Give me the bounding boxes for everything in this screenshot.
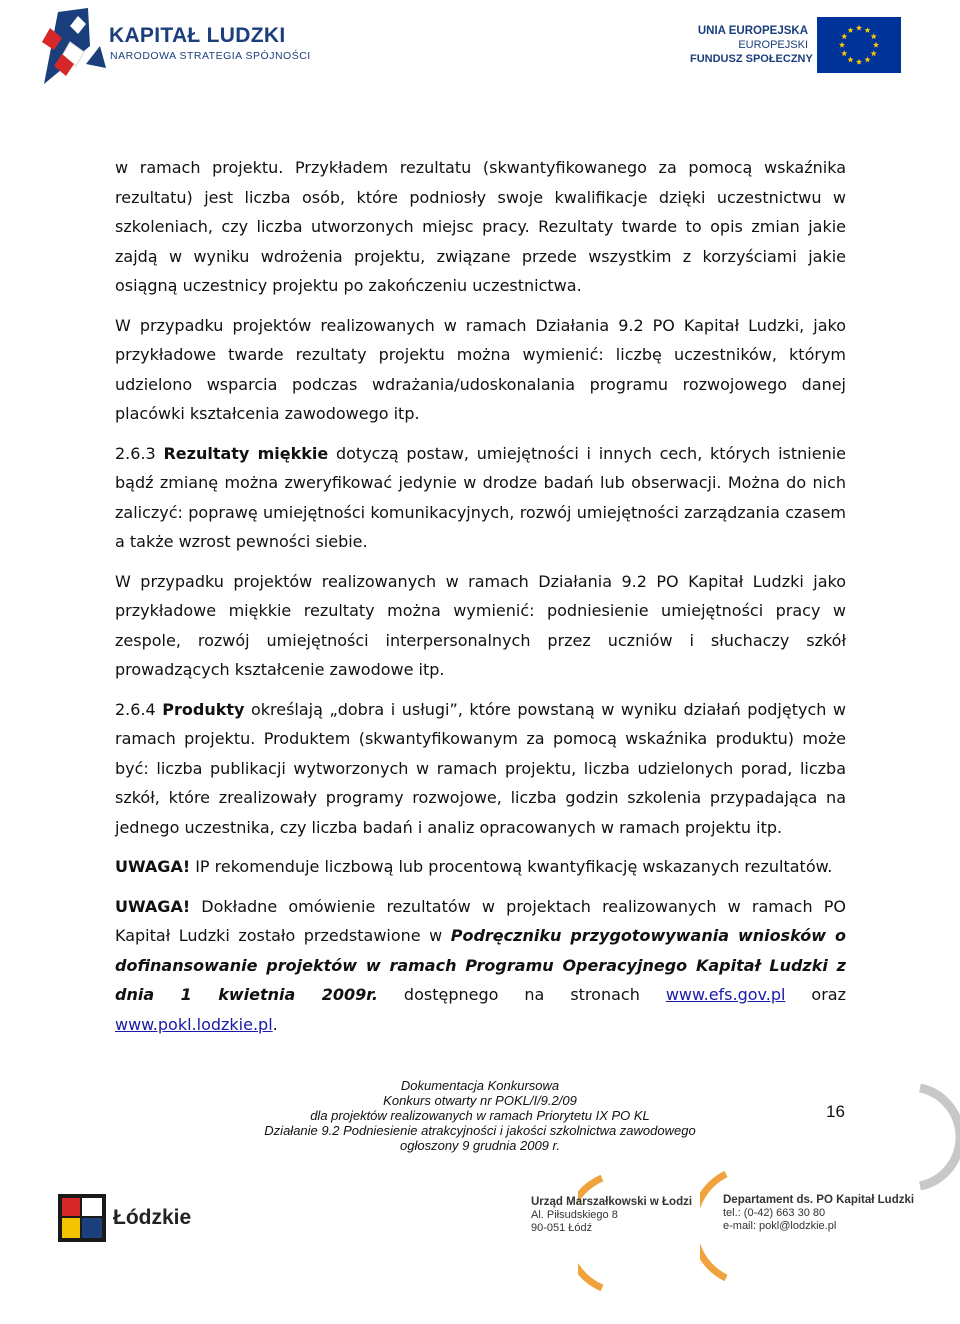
eu-label-line1: UNIA EUROPEJSKA [697, 25, 808, 37]
kapital-ludzki-subtitle: NARODOWA STRATEGIA SPÓJNOŚCI [110, 50, 311, 62]
office-address [531, 1196, 692, 1235]
section-text: określają „dobra i usługi”, które powstaną w wyniku działań podjętych w ramach projektu. Produktem (skwantyfikowanym za pomocą wskaźnika produktu) może być: liczba publikacji wytworzonych w ramach projektu, liczba udzielonych porad, liczba szkół, które zrealizowały programy rozwojowe, liczba godzin szkolenia przypadająca na jednego uczestnika, czy liczba badań i analiz opracowanych w ramach projektu itp. [115, 699, 846, 837]
link-pokl-lodzkie[interactable]: www.pokl.lodzkie.pl [115, 1014, 273, 1034]
footer-document-info [190, 1078, 770, 1153]
lodzkie-label: Łódzkie [113, 1206, 192, 1229]
paragraph-przyklady-twarde: W przypadku projektów realizowanych w ramach Działania 9.2 PO Kapitał Ludzki, jako przykładowe twarde rezultaty projektu można wymienić: liczbę uczestników, którym udzielono wsparcia podczas wdrażania/udoskonalania programu rozwojowego danej placówki kształcenia zawodowego itp. [115, 315, 846, 423]
decorative-arc-icon [880, 1080, 960, 1192]
office-name: Urząd Marszałkowski w Łodzi [531, 1196, 693, 1208]
kapital-ludzki-logo-mark [40, 6, 300, 90]
paragraph-uwaga-1 [115, 852, 846, 882]
section-text: dotyczą postaw, umiejętności i innych cech, których istnienie bądź zmianę można zweryfikować jedynie w drodze badań lub obserwacji. Można do nich zaliczyć: poprawę umiejętności komunikacyjnych, rozwój umiejętności zarządzania czasem a także wzrost pewności siebie. [115, 443, 847, 551]
office-city: 90-051 Łódź [531, 1222, 593, 1234]
footer-line: Działanie 9.2 Podniesienie atrakcyjności i jakości szkolnictwa zawodowego [264, 1123, 696, 1138]
paragraph-rezultaty-miekkie [115, 439, 846, 557]
link-efs[interactable]: www.efs.gov.pl [665, 985, 786, 1004]
warning-text: . [272, 1014, 278, 1034]
eu-flag-icon [817, 17, 901, 73]
page-number: 16 [826, 1102, 845, 1121]
section-term: Rezultaty miękkie [163, 443, 329, 463]
warning-text: dostępnego na stronach [377, 985, 666, 1004]
section-number: 2.6.3 [115, 443, 164, 463]
footer-line: ogłoszony 9 grudnia 2009 r. [400, 1138, 560, 1153]
warning-label: UWAGA! [115, 896, 191, 916]
eu-label-line3: FUNDUSZ SPOŁECZNY [690, 53, 813, 65]
department-contact [723, 1194, 914, 1233]
paragraph-rezultaty-twarde: w ramach projektu. Przykładem rezultatu (skwantyfikowanego za pomocą wskaźnika rezultatu) jest liczba osób, które podniosły swoje kwalifikacje dzięki uczestnictwu w szkoleniach, czy liczba utworzonych miejsc pracy. Rezultaty twarde to opis zmian jakie zajdą w wyniku wdrożenia projektu, związane przede wszystkim z korzyściami jakie osiągną uczestnicy projektu po zakończeniu uczestnictwa. [115, 158, 846, 295]
paragraph-uwaga-2 [115, 892, 846, 1040]
section-number: 2.6.4 [115, 699, 163, 719]
eu-label-line2: EUROPEJSKI [738, 39, 808, 51]
warning-text: oraz [785, 985, 847, 1004]
warning-text: IP rekomenduje liczbową lub procentową kwantyfikację wskazanych rezultatów. [190, 857, 833, 876]
handbook-title: Podręczniku przygotowywania wniosków o dofinansowanie projektów w ramach Programu Operacyjnego Kapitał Ludzki z dnia 1 kwietnia 2009r. [115, 926, 846, 1004]
department-name: Departament ds. PO Kapitał Ludzki [723, 1194, 915, 1206]
warning-label: UWAGA! [115, 857, 191, 876]
eu-label [690, 24, 813, 66]
office-street: Al. Piłsudskiego 8 [531, 1209, 618, 1221]
department-email: e-mail: pokl@lodzkie.pl [723, 1220, 837, 1232]
footer-line: Dokumentacja Konkursowa [400, 1078, 560, 1093]
document-body [115, 153, 846, 1039]
department-phone: tel.: (0-42) 663 30 80 [723, 1207, 826, 1219]
footer-line: dla projektów realizowanych w ramach Priorytetu IX PO KL [310, 1108, 650, 1123]
paragraph-przyklady-miekkie: W przypadku projektów realizowanych w ramach Działania 9.2 PO Kapitał Ludzki jako przykładowe miękkie rezultaty można wymienić: podniesienie umiejętności pracy w zespole, rozwój umiejętności interpersonalnych przez uczniów i słuchaczy szkół prowadzących kształcenie zawodowe itp. [115, 571, 846, 679]
warning-text: Dokładne omówienie rezultatów w projektach realizowanych w ramach PO Kapitał Ludzki zostało przedstawione w [115, 896, 846, 945]
lodzkie-logo-icon [58, 1194, 106, 1242]
section-term: Produkty [162, 699, 245, 719]
paragraph-produkty [115, 695, 846, 843]
kapital-ludzki-title: KAPITAŁ LUDZKI [109, 24, 286, 47]
footer-line: Konkurs otwarty nr POKL/I/9.2/09 [383, 1093, 577, 1108]
